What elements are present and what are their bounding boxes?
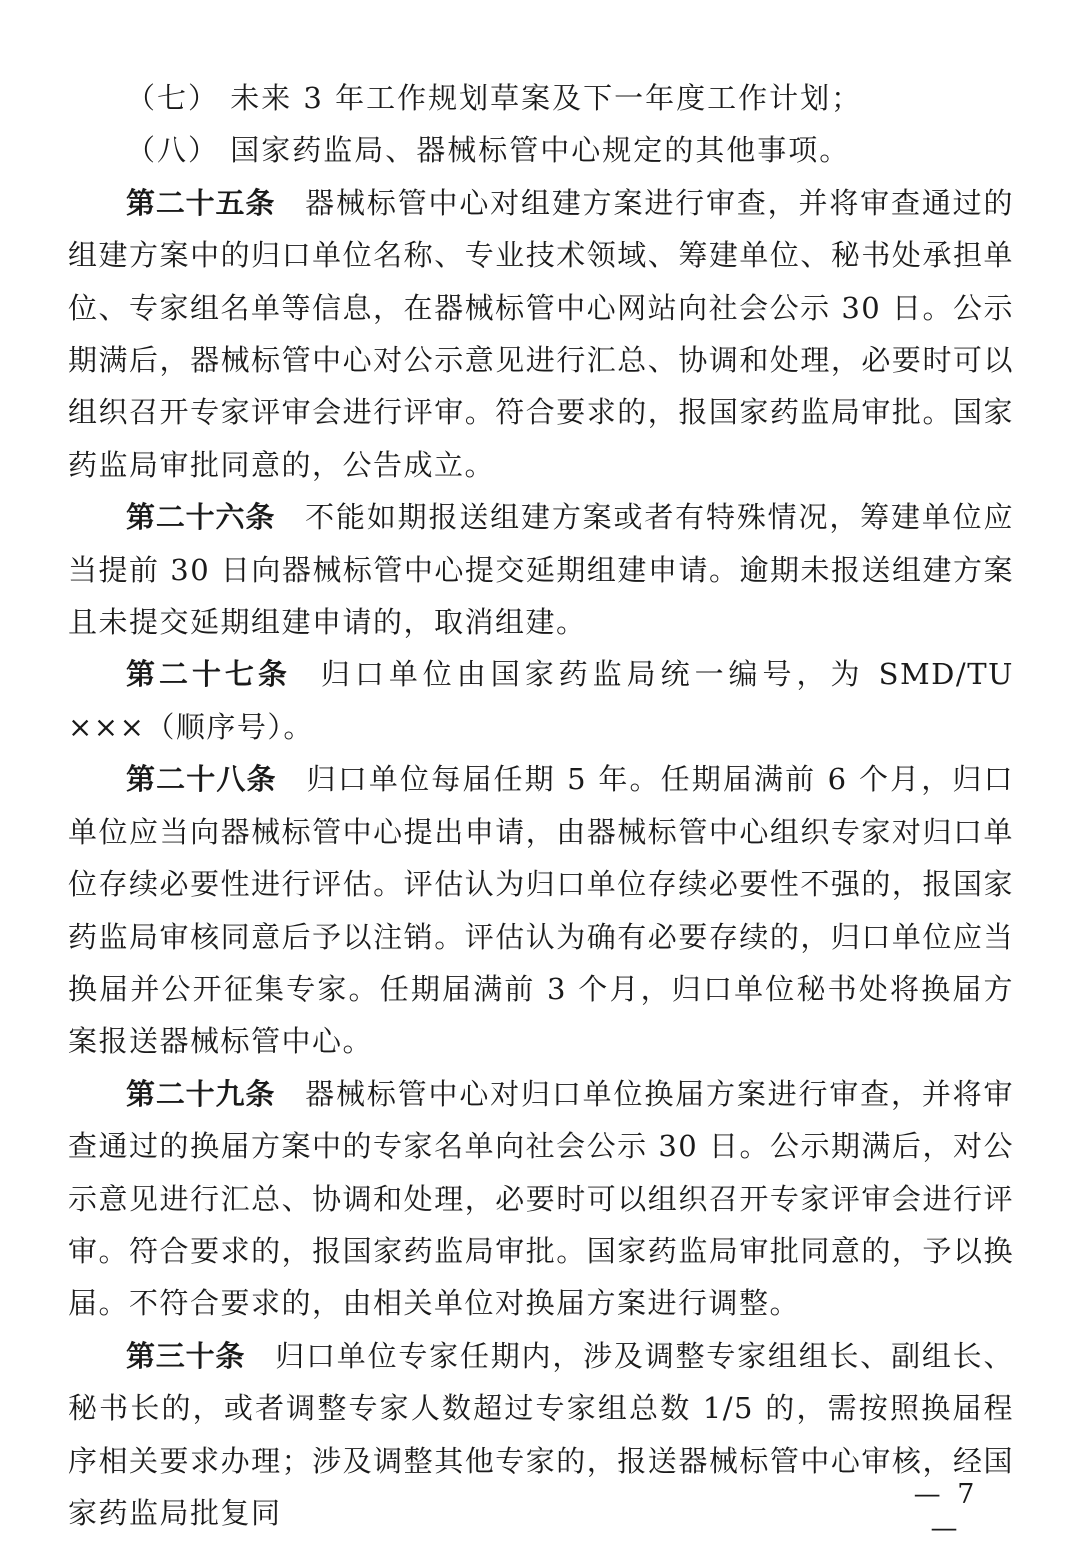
article-heading: 第二十七条 [126, 657, 291, 692]
article-heading: 第二十八条 [126, 762, 277, 797]
article-heading: 第二十九条 [126, 1076, 276, 1111]
article-text: 器械标管中心对组建方案进行审查，并将审查通过的组建方案中的归口单位名称、专业技术领域、筹建单位、秘书处承担单位、专家组名单等信息，在器械标管中心网站向社会公示 30 日。公示期满后，器械标管中心对公示意见进行汇总、协调和处理，必要时可以组织召开专家评审会进行评审。符合要求的，报国家药监局审批。国家药监局审批同意的，公告成立。 [68, 185, 1014, 482]
page-number: — 7 — [913, 1479, 979, 1544]
article-heading: 第二十五条 [126, 185, 276, 220]
article-text: 器械标管中心对归口单位换届方案进行审查，并将审查通过的换届方案中的专家名单向社会公示 30 日。公示期满后，对公示意见进行汇总、协调和处理，必要时可以组织召开专家评审会进行评审。符合要求的，报国家药监局审批。国家药监局审批同意的，予以换届。不符合要求的，由相关单位对换届方案进行调整。 [68, 1076, 1014, 1321]
item-text: （八） 国家药监局、器械标管中心规定的其他事项。 [126, 133, 851, 168]
article-heading: 第三十条 [126, 1338, 246, 1373]
list-item-seven [68, 72, 1014, 124]
article-26 [68, 491, 1014, 648]
document-page [68, 72, 1014, 1539]
article-27 [68, 648, 1014, 753]
article-text: 归口单位专家任期内，涉及调整专家组组长、副组长、秘书长的，或者调整专家人数超过专家组总数 1/5 的，需按照换届程序相关要求办理；涉及调整其他专家的，报送器械标管中心审核，经国家药监局批复同 [68, 1338, 1014, 1530]
article-28 [68, 753, 1014, 1067]
item-text: （七） 未来 3 年工作规划草案及下一年度工作计划； [126, 81, 863, 115]
list-item-eight [68, 124, 1014, 176]
article-heading: 第二十六条 [126, 500, 276, 535]
article-text: 不能如期报送组建方案或者有特殊情况，筹建单位应当提前 30 日向器械标管中心提交延期组建申请。逾期未报送组建方案且未提交延期组建申请的，取消组建。 [68, 500, 1014, 640]
article-29 [68, 1068, 1014, 1330]
article-text: 归口单位由国家药监局统一编号，为 SMD/TU ×××（顺序号）。 [68, 657, 1014, 744]
article-text: 归口单位每届任期 5 年。任期届满前 6 个月，归口单位应当向器械标管中心提出申请，由器械标管中心组织专家对归口单位存续必要性进行评估。评估认为归口单位存续必要性不强的，报国家药监局审核同意后予以注销。评估认为确有必要存续的，归口单位应当换届并公开征集专家。任期届满前 3 个月，归口单位秘书处将换届方案报送器械标管中心。 [68, 762, 1014, 1059]
article-25 [68, 177, 1014, 491]
article-30 [68, 1330, 1014, 1540]
